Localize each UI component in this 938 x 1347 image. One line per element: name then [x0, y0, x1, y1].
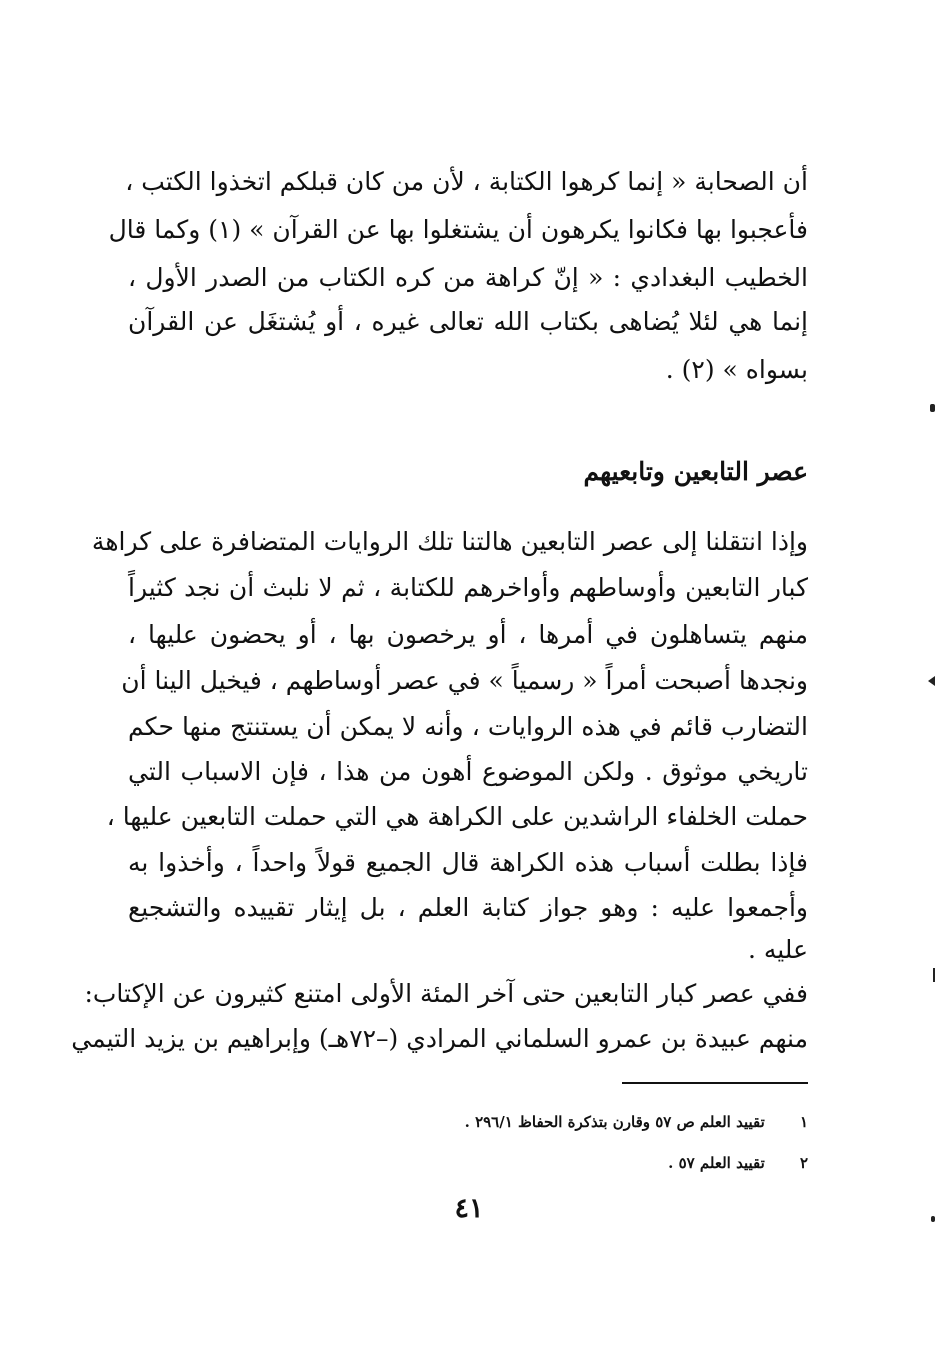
paragraph-line: تاريخي موثوق . ولكن الموضوع أهون من هذا ، فإن الاسباب التي: [128, 757, 808, 786]
paragraph-line: أن الصحابة « إنما كرهوا الكتابة ، لأن من كان قبلكم اتخذوا الكتب ،: [125, 167, 808, 196]
paragraph-line: وإذا انتقلنا إلى عصر التابعين هالتنا تلك الروايات المتضافرة على كراهة: [91, 527, 808, 556]
scan-mark: [930, 404, 935, 412]
page-number: ٤١: [454, 1193, 484, 1224]
footnote-number: ١: [799, 1113, 808, 1131]
footnote: [128, 1151, 808, 1175]
footnote-separator: [622, 1082, 808, 1084]
paragraph-line: منهم يتساهلون في أمرها ، أو يرخصون بها ، أو يحضون عليها ،: [128, 620, 808, 649]
paragraph-line: إنما هي لئلا يُضاهى بكتاب الله تعالى غيره ، أو يُشتغَل عن القرآن: [128, 307, 808, 336]
footnote-text: تقييد العلم ٥٧ .: [668, 1154, 765, 1172]
section-heading: عصر التابعين وتابعيهم: [583, 457, 808, 486]
paragraph-line: عليه .: [747, 935, 808, 964]
paragraph-line: ففي عصر كبار التابعين حتى آخر المئة الأولى امتنع كثيرون عن الإكتاب:: [84, 979, 808, 1008]
paragraph-line: كبار التابعين وأوساطهم وأواخرهم للكتابة ، ثم لا نلبث أن نجد كثيراً: [128, 573, 808, 602]
footnote-number: ٢: [799, 1154, 808, 1172]
paragraph-line: فإذا بطلت أسباب هذه الكراهة قال الجميع قولاً واحداً ، وأخذوا به: [128, 848, 808, 877]
footnote-text: تقييد العلم ص ٥٧ وقارن بتذكرة الحفاظ ٢٩٦/١ .: [464, 1113, 765, 1131]
scan-mark: [928, 676, 935, 686]
footnote: [128, 1110, 808, 1134]
scan-mark: [933, 968, 935, 982]
paragraph-line: حملت الخلفاء الراشدين على الكراهة هي التي حملت التابعين عليها ،: [106, 802, 808, 831]
paragraph-line: ونجدها أصبحت أمراً « رسمياً » في عصر أوساطهم ، فيخيل الينا أن: [121, 666, 808, 695]
paragraph-line: وأجمعوا عليه : وهو جواز كتابة العلم ، بل إيثار تقييده والتشجيع: [128, 893, 808, 922]
paragraph-line: التضارب قائم في هذه الروايات ، وأنه لا يمكن أن يستنتج منها حكم: [128, 712, 808, 741]
scan-mark: [931, 1216, 935, 1222]
paragraph-line: بسواه » (٢) .: [665, 355, 808, 384]
paragraph-line: الخطيب البغدادي : « إنّ كراهة من كره الكتاب من الصدر الأول ،: [128, 263, 808, 292]
paragraph-line: منهم عبيدة بن عمرو السلماني المرادي (–٧٢هـ) وإبراهيم بن يزيد التيمي: [71, 1024, 808, 1053]
paragraph-line: فأعجبوا بها فكانوا يكرهون أن يشتغلوا بها عن القرآن » (١) وكما قال: [108, 215, 808, 244]
